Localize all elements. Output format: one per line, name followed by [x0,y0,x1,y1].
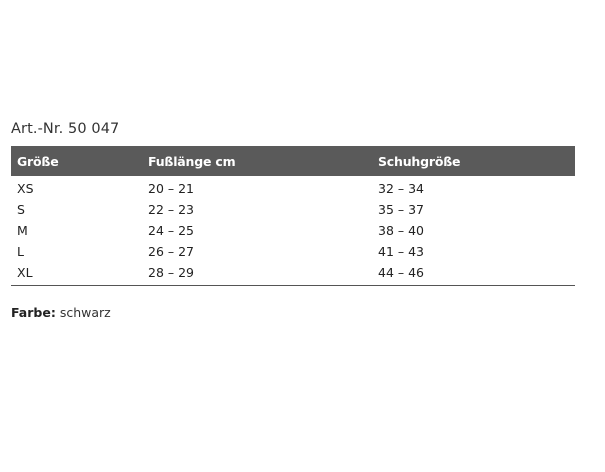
cell-foot-length: 20 – 21 [148,181,195,196]
article-number: Art.-Nr. 50 047 [11,121,120,137]
table-header [11,146,575,176]
color-label: Farbe: [11,305,56,320]
cell-shoe-size: 38 – 40 [378,223,425,238]
cell-shoe-size: 41 – 43 [378,244,425,259]
cell-shoe-size: 44 – 46 [372,262,575,286]
table-body [11,176,575,286]
cell-size: XS [17,181,34,196]
header-foot-length: Fußlänge cm [148,153,236,169]
cell-size: S [17,202,25,217]
table-row [11,176,575,199]
size-table [11,146,575,286]
cell-foot-length: 26 – 27 [148,244,195,259]
cell-foot-length: 24 – 25 [148,223,195,238]
table-row [11,199,575,220]
color-info [11,305,111,320]
cell-size: L [17,244,24,259]
table-row [11,241,575,262]
header-size: Größe [17,153,59,169]
table-row [11,220,575,241]
cell-shoe-size: 32 – 34 [378,181,425,196]
table-row [11,262,575,286]
cell-foot-length: 28 – 29 [142,262,372,286]
cell-shoe-size: 35 – 37 [378,202,425,217]
cell-size: XL [11,262,142,286]
header-shoe-size: Schuhgröße [378,153,461,169]
color-value: schwarz [59,305,111,320]
table-header-row [11,146,575,176]
cell-size: M [17,223,28,238]
cell-foot-length: 22 – 23 [148,202,195,217]
